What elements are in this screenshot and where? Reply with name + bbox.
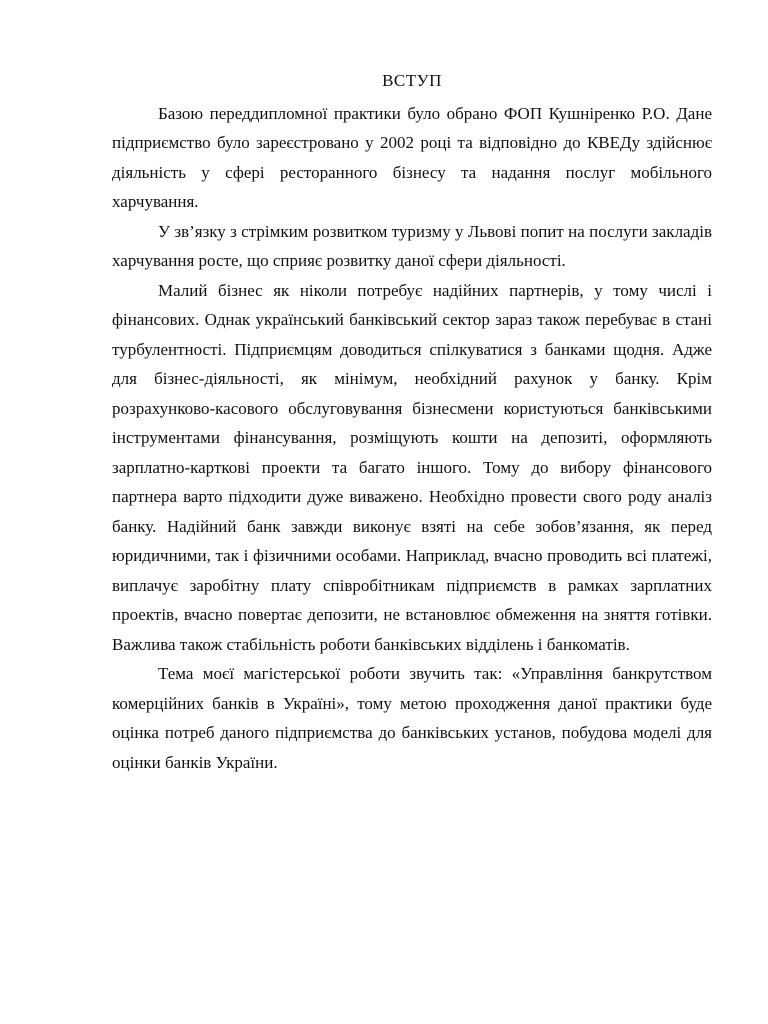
- section-title: ВСТУП: [382, 71, 442, 90]
- paragraph-1: Базою переддипломної практики було обрано ФОП Кушніренко Р.О. Дане підприємство було зареєстровано у 2002 році та відповідно до КВЕДу здійснює діяльність у сфері ресторанного бізнесу та надання послуг мобільного харчування.: [112, 103, 712, 211]
- paragraph-3: Малий бізнес як ніколи потребує надійних партнерів, у тому числі і фінансових. Однак український банківський сектор зараз також перебуває в стані турбулентності. Підприємцям доводиться спілкуватися з банками щодня. Адже для бізнес-діяльності, як мінімум, необхідний рахунок у банку. Крім розрахунково-касового обслуговування бізнесмени користуються банківськими інструментами фінансування, розміщують кошти на депозиті, оформляють зарплатно-карткові проекти та багато іншого. Тому до вибору фінансового партнера варто підходити дуже виважено. Необхідно провести свого роду аналіз банку. Надійний банк завжди виконує взяті на себе зобов’язання, як перед юридичними, так і фізичними особами. Наприклад, вчасно проводить всі платежі, виплачує заробітну плату співробітникам підприємств в рамках зарплатних проектів, вчасно повертає депозити, не встановлює обмеження на зняття готівки. Важлива також стабільність роботи банківських відділень і банкоматів.: [112, 280, 712, 654]
- paragraph-4: Тема моєї магістерської роботи звучить так: «Управління банкрутством комерційних банків в Україні», тому метою проходження даної практики буде оцінка потреб даного підприємства до банківських установ, побудова моделі для оцінки банків України.: [112, 664, 712, 772]
- document-body: [112, 66, 712, 777]
- paragraph-2: У зв’язку з стрімким розвитком туризму у Львові попит на послуги закладів харчування росте, що сприяє розвитку даної сфери діяльності.: [112, 221, 712, 270]
